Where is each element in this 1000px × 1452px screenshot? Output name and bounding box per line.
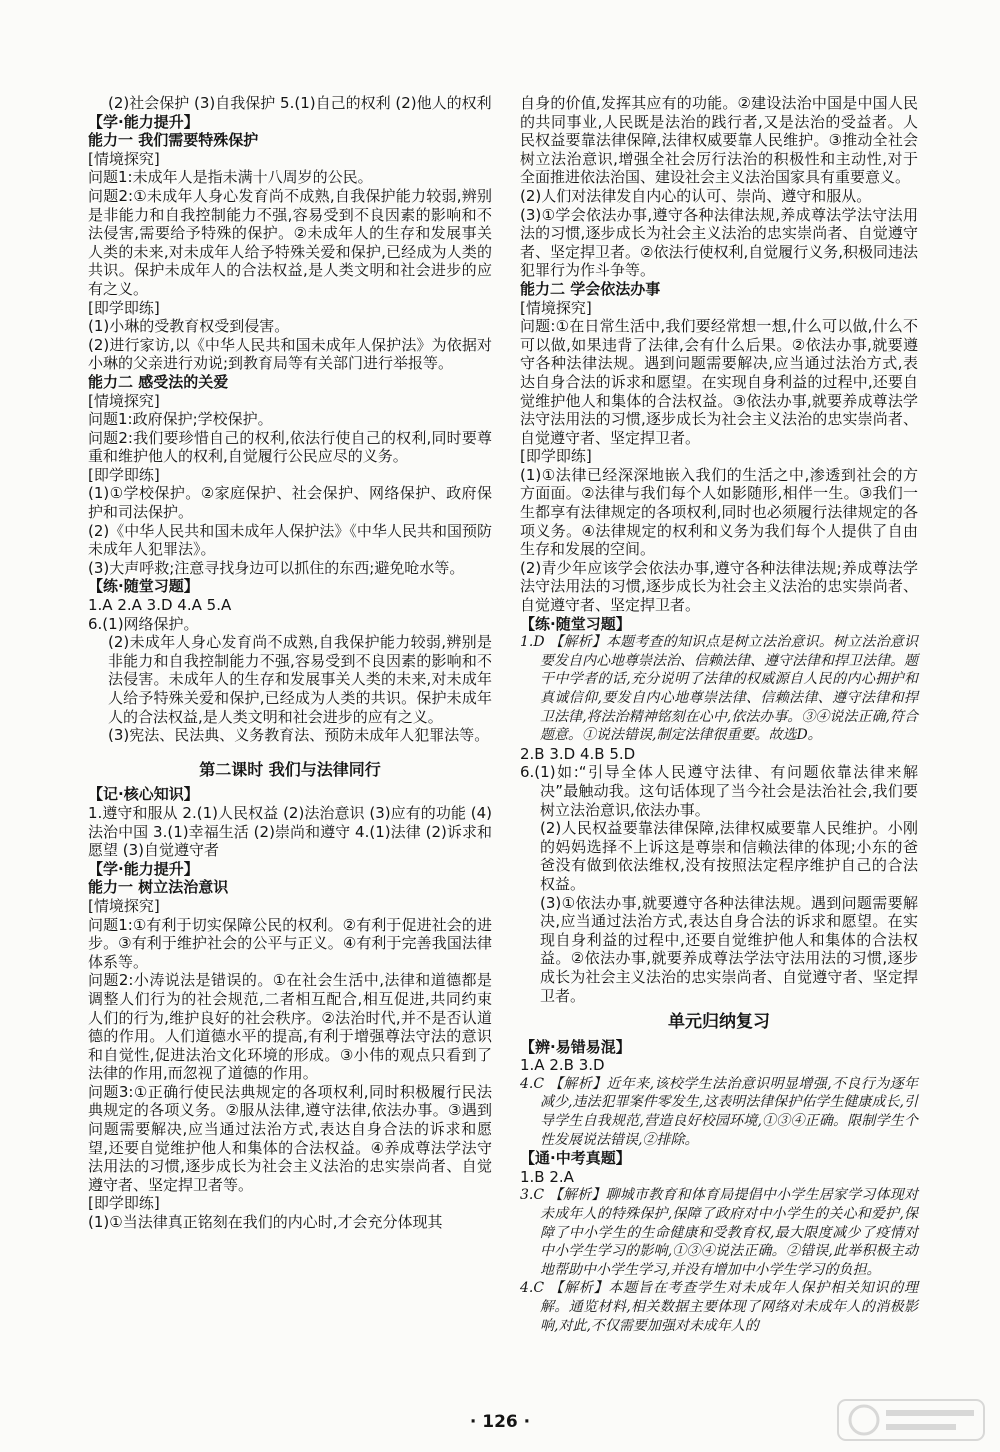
left-para-1: 【学·能力提升】 (88, 112, 199, 131)
left-para-23: 【记·核心知识】 (88, 785, 199, 804)
left-para-26: 能力一 树立法治意识 (88, 878, 229, 897)
left-para-7: (1)小琳的受教育权受到侵害。 (88, 317, 290, 336)
right-para-3: 能力二 学会依法办事 (520, 279, 661, 298)
right-para-7: (1)①法律已经深深地嵌入我们的生活之中,渗透到社会的方方面面。②法律与我们每个人如影随形,相伴一生。③我们一生都享有法律规定的各项权利,同时也必须履行法律规定的各项义务。④法律规定的权利和义务为我们每个人提供了自由生存和发展的空间。 (520, 465, 918, 559)
right-para-5: 问题:①在日常生活中,我们要经常想一想,什么可以做,什么不可以做,如果违背了法律,会有什么后果。②依法办事,就要遵守各种法律法规。遇到问题需要解决,应当通过法治方式,表达自身合法的诉求和愿望。在实现自身利益的过程中,还要自觉维护他人和集体的合法权益。③依法办事,就要养成尊法学法守法用法的习惯,逐步成长为社会主义法治的忠实崇尚者、自觉遵守者、坚定捍卫者。 (520, 317, 918, 447)
left-para-28: 问题1:①有利于切实保障公民的权利。②有利于促进社会的进步。③有利于维护社会的公平与正义。④有利于完善我国法律体系等。 (88, 915, 492, 971)
left-para-31: [即学即练] (88, 1194, 160, 1213)
right-para-19: 【通·中考真题】 (520, 1149, 631, 1168)
right-para-0: 自身的价值,发挥其应有的功能。②建设法治中国是中国人民的共同事业,人民既是法治的践行者,又是法治的受益者。人民权益要靠法律保障,法律权威要靠人民维护。③推动全社会树立法治意识,增强全社会厉行法治的积极性和主动性,对于全面推进依法治国、建设社会主义法治国家具有重要意义。 (520, 94, 918, 187)
left-para-3: [情境探究] (88, 149, 160, 168)
left-para-4: 问题1:未成年人是指未满十八周岁的公民。 (88, 168, 373, 187)
left-para-16: (3)大声呼救;注意寻找身边可以抓住的东西;避免呛水等。 (88, 558, 465, 577)
left-para-5: 问题2:①未成年人身心发育尚不成熟,自我保护能力较弱,辨别是非能力和自我控制能力不强,容易受到不良因素的影响和不法侵害,需要给予特殊的保护。②未成年人的生存和发展事关人类的未来,对未成年人给予特殊关爱和保护,已经成为人类的共识。保护未成年人的合法权益,是人类文明和社会进步的应有之义。 (88, 186, 492, 298)
right-para-20: 1.B 2.A (520, 1167, 574, 1186)
right-para-6: [即学即练] (520, 447, 592, 466)
left-para-6: [即学即练] (88, 298, 160, 317)
right-para-13: (2)人民权益要靠法律保障,法律权威要靠人民维护。小刚的妈妈选择不上诉这是尊崇和信赖法律的体现;小东的爸爸没有做到依法维权,没有按照法定程序维护自己的合法权益。 (540, 819, 918, 893)
left-para-15: (2)《中华人民共和国未成年人保护法》《中华人民共和国预防未成年人犯罪法》。 (88, 521, 492, 559)
left-para-19: 6.(1)网络保护。 (88, 614, 199, 633)
page-number: · 126 · (469, 1412, 531, 1432)
left-para-12: 问题2:我们要珍惜自己的权利,依法行使自己的权利,同时要尊重和维护他人的权利,自觉履行公民应尽的义务。 (88, 428, 492, 466)
right-para-8: (2)青少年应该学会依法办事,遵守各种法律法规;养成尊法学法守法用法的习惯,逐步成长为社会主义法治的忠实崇尚者、自觉遵守者、坚定捍卫者。 (520, 558, 918, 615)
left-para-18: 1.A 2.A 3.D 4.A 5.A (88, 596, 232, 615)
right-para-15: 单元归纳复习 (668, 1012, 770, 1033)
left-para-25: 【学·能力提升】 (88, 859, 199, 878)
left-para-0: (2)社会保护 (3)自我保护 5.(1)自己的权利 (2)他人的权利 (108, 94, 492, 112)
left-para-10: [情境探究] (88, 391, 160, 410)
left-para-27: [情境探究] (88, 896, 160, 915)
left-para-24: 1.遵守和服从 2.(1)人民权益 (2)法治意识 (3)应有的功能 (4)法治中国 3.(1)幸福生活 (2)崇尚和遵守 4.(1)法律 (2)诉求和愿望 (3)自觉遵守者 (88, 803, 492, 860)
right-para-16: 【辨·易错易混】 (520, 1037, 631, 1056)
right-para-2: (3)①学会依法办事,遵守各种法律法规,养成尊法学法守法用法的习惯,逐步成长为社会主义法治的忠实崇尚者、自觉遵守者、坚定捍卫者。②依法行使权利,自觉履行义务,积极同违法犯罪行为作斗争等。 (520, 205, 918, 280)
right-para-14: (3)①依法办事,就要遵守各种法律法规。遇到问题需要解决,应当通过法治方式,表达自身合法的诉求和愿望。在实现自身利益的过程中,还要自觉维护他人和集体的合法权益。②依法办事,就要养成尊法学法守法用法的习惯,逐步成长为社会主义法治的忠实崇尚者、自觉遵守者、坚定捍卫者。 (540, 893, 918, 1005)
left-column (88, 94, 492, 1232)
left-para-21: (3)宪法、民法典、义务教育法、预防未成年人犯罪法等。 (108, 726, 490, 745)
left-para-30: 问题3:①正确行使民法典规定的各项权利,同时积极履行民法典规定的各项义务。②服从法律,遵守法律,依法办事。③遇到问题需要解决,应当通过法治方式,表达自身合法的诉求和愿望,还要自觉维护他人和集体的合法权益。④养成尊法学法守法用法的习惯,逐步成长为社会主义法治的忠实崇尚者、自觉遵守者、坚定捍卫者等。 (88, 1082, 492, 1194)
left-para-29: 问题2:小涛说法是错误的。①在社会生活中,法律和道德都是调整人们行为的社会规范,二者相互配合,相互促进,共同约束人们的行为,维护良好的社会秩序。②法治时代,并不是否认道德的作用。人们道德水平的提高,有利于增强尊法守法的意识和自觉性,促进法治文化环境的形成。③小伟的观点只看到了法律的作用,而忽视了道德的作用。 (88, 971, 492, 1083)
right-para-10: 1.D 【解析】本题考查的知识点是树立法治意识。树立法治意识要发自内心地尊崇法治、信赖法律、遵守法律和捍卫法律。题干中学者的话,充分说明了法律的权威源自人民的内心拥护和真诚信仰,要发自内心地尊崇法律、信赖法律、遵守法律和捍卫法律,将法治精神铭刻在心中,依法办事。③④说法正确,符合题意。①说法错误,制定法律很重要。故选D。 (520, 634, 918, 744)
right-para-1: (2)人们对法律发自内心的认可、崇尚、遵守和服从。 (520, 186, 872, 205)
left-para-20: (2)未成年人身心发育尚不成熟,自我保护能力较弱,辨别是非能力和自我控制能力不强,容易受到不良因素的影响和不法侵害。未成年人的生存和发展事关人类的未来,对未成年人给予特殊关爱和保护,已经成为人类的共识。保护未成年人的合法权益,是人类文明和社会进步的应有之义。 (108, 633, 492, 726)
left-para-13: [即学即练] (88, 465, 160, 484)
right-para-9: 【练·随堂习题】 (520, 614, 631, 633)
right-column (520, 94, 918, 1335)
left-para-22: 第二课时 我们与法律同行 (199, 759, 381, 779)
right-para-12: 6.(1)如:“引导全体人民遵守法律、有问题依靠法律来解决”最触动我。这句话体现了当今社会是法治社会,我们要树立法治意识,依法办事。 (520, 763, 918, 819)
right-para-17: 1.A 2.B 3.D (520, 1056, 605, 1075)
left-para-17: 【练·随堂习题】 (88, 577, 199, 596)
left-para-14: (1)①学校保护。②家庭保护、社会保护、网络保护、政府保护和司法保护。 (88, 484, 492, 522)
left-para-8: (2)进行家访,以《中华人民共和国未成年人保护法》为依据对小琳的父亲进行劝说;到教育局等有关部门进行举报等。 (88, 335, 492, 373)
left-para-9: 能力二 感受法的关爱 (88, 372, 229, 391)
right-para-21: 3.C 【解析】聊城市教育和体育局提倡中小学生居家学习体现对未成年人的特殊保护,保障了政府对中小学生的关心和爱护,保障了中小学生的生命健康和受教育权,最大限度减少了疫情对中小学生学习的影响,①③④说法正确。②错误,此举积极主动地帮助中小学生学习,并没有增加中小学生学习的负担。 (520, 1187, 918, 1278)
left-para-32: (1)①当法律真正铭刻在我们的内心时,才会充分体现其 (88, 1213, 443, 1232)
right-para-11: 2.B 3.D 4.B 5.D (520, 744, 636, 763)
watermark-logo-icon (836, 1396, 986, 1444)
right-para-4: [情境探究] (520, 298, 592, 317)
left-para-2: 能力一 我们需要特殊保护 (88, 131, 259, 150)
right-para-18: 4.C 【解析】近年来,该校学生法治意识明显增强,不良行为逐年减少,违法犯罪案件零发生,这表明法律保护佑学生健康成长,引导学生自我规范,营造良好校园环境,①③④正确。限制学生个性发展说法错误,②排除。 (520, 1075, 918, 1148)
left-para-11: 问题1:政府保护;学校保护。 (88, 410, 273, 429)
right-para-22: 4.C 【解析】本题旨在考查学生对未成年人保护相关知识的理解。通览材料,相关数据主要体现了网络对未成年人的消极影响,对此,不仅需要加强对未成年人的 (520, 1280, 918, 1334)
